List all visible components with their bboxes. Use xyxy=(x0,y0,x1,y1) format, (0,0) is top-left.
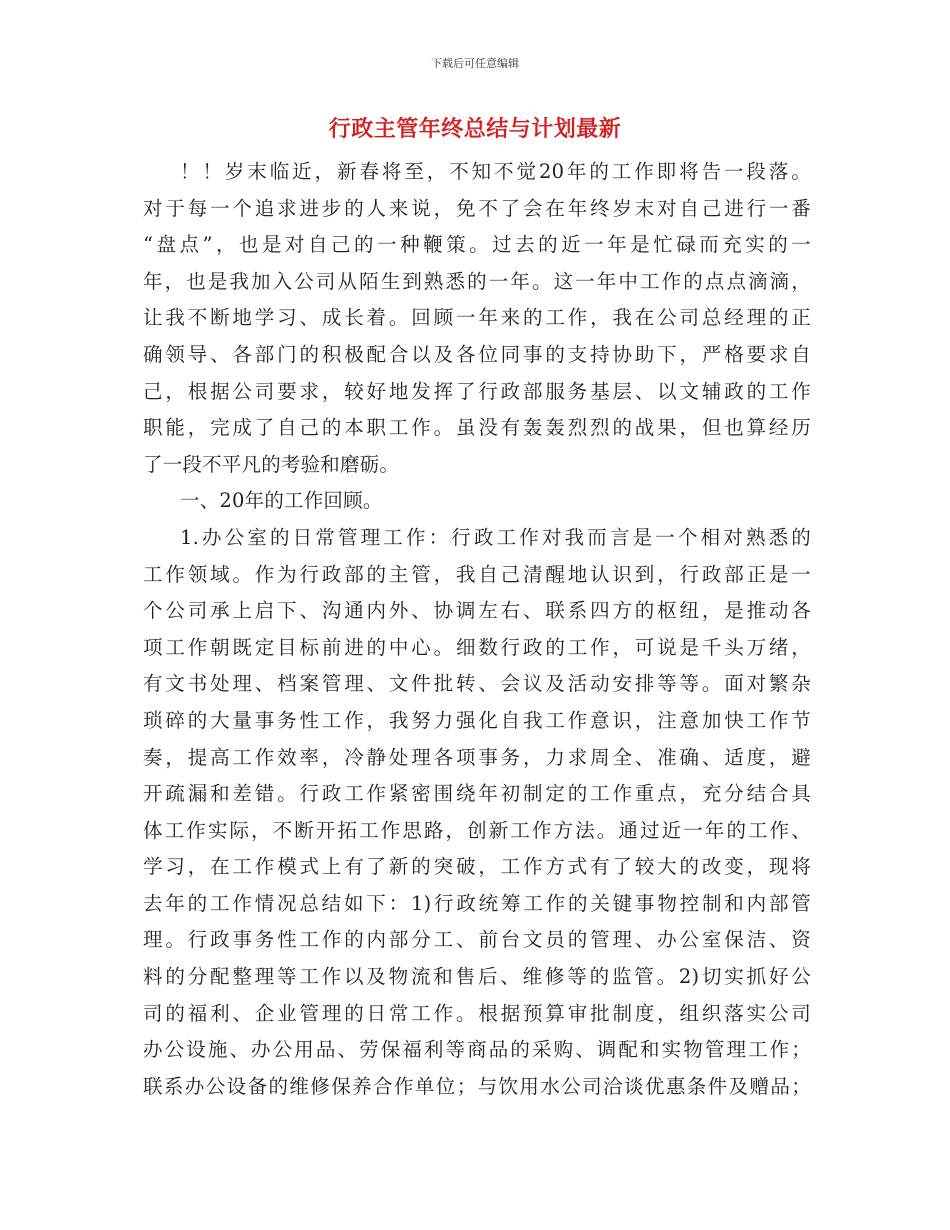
text-line: 学习，在工作模式上有了新的突破，工作方式有了较大的改变，现将 xyxy=(143,855,811,879)
text-line: 己，根据公司要求，较好地发挥了行政部服务基层、以文辅政的工作 xyxy=(143,379,811,403)
text-line: 对于每一个追求进步的人来说，免不了会在年终岁末对自己进行一番 xyxy=(143,196,811,220)
text-line: 让我不断地学习、成长着。回顾一年来的工作，我在公司总经理的正 xyxy=(143,306,811,330)
text-line: 个公司承上启下、沟通内外、协调左右、联系四方的枢纽，是推动各 xyxy=(143,599,811,623)
text-line: 琐碎的大量事务性工作，我努力强化自我工作意识，注意加快工作节 xyxy=(143,708,811,732)
text-line: ！！岁末临近，新春将至，不知不觉20年的工作即将告一段落。 xyxy=(180,160,811,183)
text-line: 项工作朝既定目标前进的中心。细数行政的工作，可说是千头万绪， xyxy=(143,635,811,659)
text-line: 联系办公设备的维修保养合作单位；与饮用水公司洽谈优惠条件及赠品； xyxy=(143,1074,811,1098)
text-line: 办公设施、办公用品、劳保福利等商品的采购、调配和实物管理工作； xyxy=(143,1038,811,1062)
text-line: 确领导、各部门的积极配合以及各位同事的支持协助下，严格要求自 xyxy=(143,342,811,366)
document-body xyxy=(143,154,811,1105)
text-line: 体工作实际，不断开拓工作思路，创新工作方法。通过近一年的工作、 xyxy=(143,818,811,842)
text-line: 年，也是我加入公司从陌生到熟悉的一年。这一年中工作的点点滴滴， xyxy=(143,269,811,293)
text-line: 工作领域。作为行政部的主管，我自己清醒地认识到，行政部正是一 xyxy=(143,562,811,586)
text-line: 开疏漏和差错。行政工作紧密围绕年初制定的工作重点，充分结合具 xyxy=(143,782,811,806)
text-line: “盘点”，也是对自己的一种鞭策。过去的近一年是忙碌而充实的一 xyxy=(143,233,811,257)
section-heading: 一、20年的工作回顾。 xyxy=(180,489,383,513)
text-line: 奏，提高工作效率，冷静处理各项事务，力求周全、准确、适度，避 xyxy=(143,745,811,769)
text-line: 料的分配整理等工作以及物流和售后、维修等的监管。2)切实抓好公 xyxy=(143,965,811,989)
text-line: 有文书处理、档案管理、文件批转、会议及活动安排等等。面对繁杂 xyxy=(143,672,811,696)
text-line: 1.办公室的日常管理工作：行政工作对我而言是一个相对熟悉的 xyxy=(180,525,811,549)
text-line: 了一段不平凡的考验和磨砺。 xyxy=(143,452,400,476)
text-line: 职能，完成了自己的本职工作。虽没有轰轰烈烈的战果，但也算经历 xyxy=(143,416,811,440)
header-note: 下载后可任意编辑 xyxy=(431,57,519,70)
text-line: 司的福利、企业管理的日常工作。根据预算审批制度，组织落实公司 xyxy=(143,1001,811,1025)
text-line: 去年的工作情况总结如下：1)行政统筹工作的关键事物控制和内部管 xyxy=(143,891,811,915)
document-title: 行政主管年终总结与计划最新 xyxy=(328,116,622,142)
text-line: 理。行政事务性工作的内部分工、前台文员的管理、办公室保洁、资 xyxy=(143,928,811,952)
